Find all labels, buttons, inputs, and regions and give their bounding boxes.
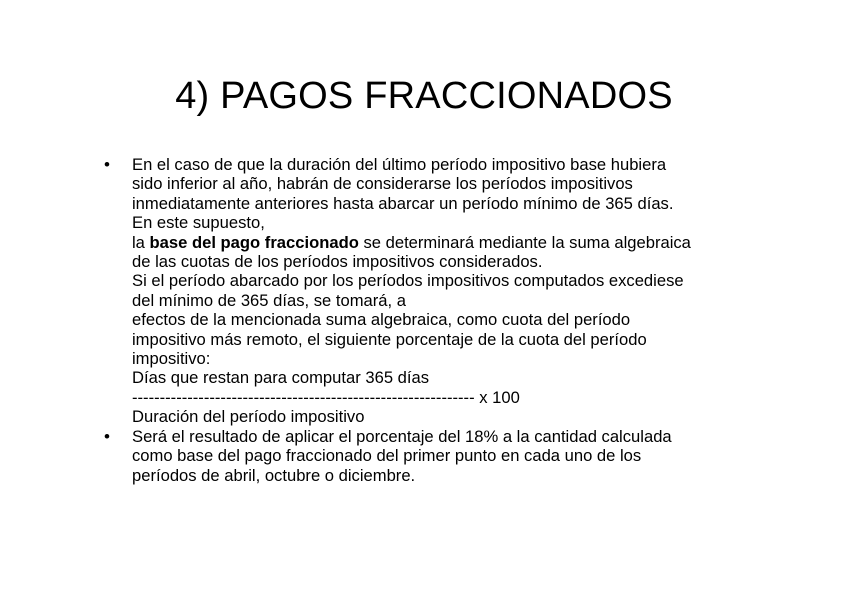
- bullet-1-line: de las cuotas de los períodos impositivos considerados.: [132, 252, 543, 272]
- bullet-dot-icon: •: [104, 426, 110, 446]
- bullet-2-line: como base del pago fraccionado del primer punto en cada uno de los: [132, 446, 642, 466]
- bullet-1: [104, 155, 764, 427]
- formula-divider: -------------------------------------------------------------- x 100: [132, 387, 520, 407]
- formula-denominator: Duración del período impositivo: [132, 407, 365, 427]
- formula-numerator: Días que restan para computar 365 días: [132, 368, 430, 388]
- bullet-2-line: Será el resultado de aplicar el porcentaje del 18% a la cantidad calculada: [132, 426, 672, 446]
- bullet-1-line-mixed: [132, 233, 764, 252]
- bullet-1-line: sido inferior al año, habrán de considerarse los períodos impositivos: [132, 174, 633, 194]
- bullet-2-line: períodos de abril, octubre o diciembre.: [132, 465, 416, 485]
- slide-content: [104, 155, 764, 485]
- slide-title: 4) PAGOS FRACCIONADOS: [175, 75, 673, 117]
- bullet-dot-icon: •: [104, 155, 110, 174]
- line-text-before: la: [132, 232, 150, 252]
- bold-term: base del pago fraccionado: [149, 232, 359, 252]
- bullet-1-line: En este supuesto,: [132, 213, 265, 233]
- bullet-1-line: impositivo más remoto, el siguiente porcentaje de la cuota del período: [132, 329, 647, 349]
- bullet-2: [104, 427, 764, 485]
- bullet-1-line: En el caso de que la duración del último período impositivo base hubiera: [132, 155, 667, 174]
- bullet-1-line: Si el período abarcado por los períodos impositivos computados excediese: [132, 271, 684, 291]
- line-text-after: se determinará mediante la suma algebraica: [358, 232, 691, 252]
- bullet-1-line: del mínimo de 365 días, se tomará, a: [132, 290, 406, 310]
- bullet-1-line: inmediatamente anteriores hasta abarcar un período mínimo de 365 días.: [132, 193, 674, 213]
- bullet-1-line: efectos de la mencionada suma algebraica, como cuota del período: [132, 310, 631, 330]
- bullet-1-line: impositivo:: [132, 349, 211, 369]
